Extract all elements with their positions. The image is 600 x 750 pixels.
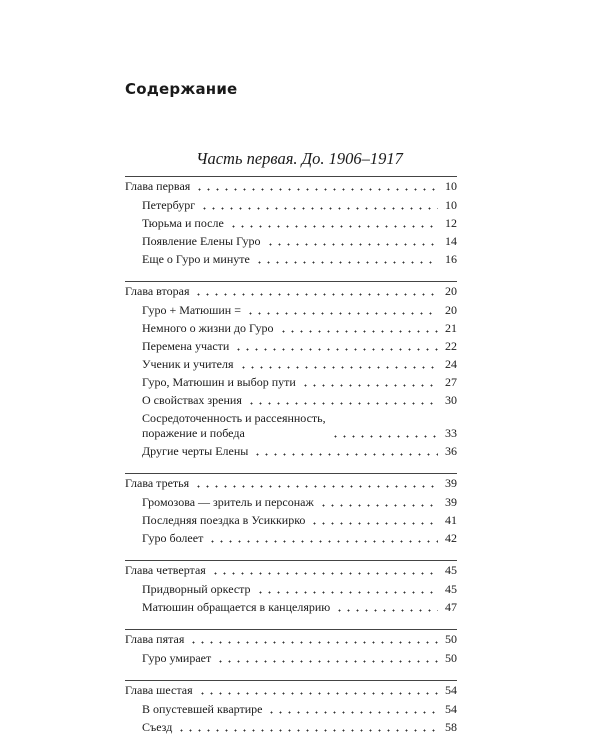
dot-leader <box>234 348 438 351</box>
dot-leader <box>319 504 438 507</box>
toc-chapter-entry[interactable] <box>125 179 457 194</box>
page-number: 54 <box>445 683 457 697</box>
dot-leader <box>194 485 438 488</box>
dot-leader <box>189 641 438 644</box>
toc-section-entry[interactable] <box>125 216 457 231</box>
page-number: 45 <box>445 563 457 577</box>
dot-leader <box>246 312 438 315</box>
page-number: 10 <box>445 198 457 212</box>
toc-chapter-entry[interactable] <box>125 476 457 491</box>
page-number: 50 <box>445 632 457 646</box>
section-title: Ученик и учителя <box>142 357 234 371</box>
dot-leader <box>267 711 438 714</box>
toc-section-entry[interactable] <box>125 720 457 735</box>
toc-section-entry[interactable] <box>125 582 457 597</box>
section-title: Сосредоточенность и рассеянность, поражение и победа <box>142 411 326 440</box>
dot-leader <box>216 660 438 663</box>
toc-section-entry[interactable] <box>125 702 457 717</box>
page-title: Содержание <box>125 80 238 98</box>
page-number: 24 <box>445 357 457 371</box>
dot-leader <box>256 591 438 594</box>
page-number: 10 <box>445 179 457 193</box>
toc-section-entry[interactable] <box>125 234 457 249</box>
page-number: 36 <box>445 444 457 458</box>
page-number: 30 <box>445 393 457 407</box>
page-number: 20 <box>445 303 457 317</box>
toc-section-entry[interactable] <box>125 375 457 390</box>
dot-leader <box>335 609 438 612</box>
toc-section-entry[interactable] <box>125 600 457 615</box>
dot-leader <box>177 729 438 732</box>
toc-chapter-entry[interactable] <box>125 683 457 698</box>
dot-leader <box>253 453 438 456</box>
page-number: 21 <box>445 321 457 335</box>
section-title: Придворный оркестр <box>142 582 251 596</box>
section-title: Съезд <box>142 720 173 734</box>
page-number: 58 <box>445 720 457 734</box>
section-title: Тюрьма и после <box>142 216 224 230</box>
toc-section-entry[interactable] <box>125 303 457 318</box>
dot-leader <box>229 225 438 228</box>
chapter-block <box>125 176 457 267</box>
section-title: Последняя поездка в Усиккирко <box>142 513 306 527</box>
dot-leader <box>310 522 438 525</box>
chapter-block <box>125 629 457 666</box>
toc-section-entry[interactable] <box>125 393 457 408</box>
table-of-contents <box>125 176 457 749</box>
dot-leader <box>301 384 438 387</box>
page-number: 39 <box>445 476 457 490</box>
toc-section-entry[interactable] <box>125 357 457 372</box>
page-number: 50 <box>445 651 457 665</box>
section-title: Громозова — зритель и персонаж <box>142 495 314 509</box>
toc-section-entry[interactable] <box>125 513 457 528</box>
chapter-title: Глава третья <box>125 476 190 490</box>
dot-leader <box>331 435 438 438</box>
page-number: 33 <box>445 426 457 440</box>
dot-leader <box>208 540 438 543</box>
toc-chapter-entry[interactable] <box>125 284 457 299</box>
page-number: 14 <box>445 234 457 248</box>
toc-section-entry[interactable] <box>125 339 457 354</box>
section-title: Появление Елены Гуро <box>142 234 261 248</box>
chapter-block <box>125 560 457 615</box>
section-title: Петербург <box>142 198 196 212</box>
part-title: Часть первая. До. 1906–1917 <box>196 149 403 168</box>
toc-section-entry[interactable] <box>125 321 457 336</box>
page-number: 42 <box>445 531 457 545</box>
chapter-title: Глава пятая <box>125 632 185 646</box>
dot-leader <box>247 402 438 405</box>
dot-leader <box>279 330 438 333</box>
chapter-title: Глава шестая <box>125 683 193 697</box>
dot-leader <box>195 188 438 191</box>
toc-section-entry[interactable] <box>125 495 457 510</box>
chapter-title: Глава четвертая <box>125 563 206 577</box>
section-title: Другие черты Елены <box>142 444 249 458</box>
dot-leader <box>194 293 438 296</box>
section-title: Еще о Гуро и минуте <box>142 252 250 266</box>
dot-leader <box>266 243 438 246</box>
page-number: 20 <box>445 284 457 298</box>
toc-chapter-entry[interactable] <box>125 632 457 647</box>
dot-leader <box>239 366 439 369</box>
toc-section-entry[interactable] <box>125 411 457 441</box>
dot-leader <box>200 207 438 210</box>
page-number: 22 <box>445 339 457 353</box>
page-number: 16 <box>445 252 457 266</box>
page-number: 45 <box>445 582 457 596</box>
chapter-title: Глава вторая <box>125 284 190 298</box>
page-number: 41 <box>445 513 457 527</box>
toc-section-entry[interactable] <box>125 252 457 267</box>
chapter-block <box>125 281 457 459</box>
page-number: 27 <box>445 375 457 389</box>
section-title: Перемена участи <box>142 339 230 353</box>
section-title: Гуро, Матюшин и выбор пути <box>142 375 296 389</box>
dot-leader <box>211 572 438 575</box>
page-number: 39 <box>445 495 457 509</box>
section-title: Гуро + Матюшин = <box>142 303 241 317</box>
chapter-title: Глава первая <box>125 179 191 193</box>
toc-section-entry[interactable] <box>125 198 457 213</box>
toc-chapter-entry[interactable] <box>125 563 457 578</box>
section-title: Немного о жизни до Гуро <box>142 321 274 335</box>
dot-leader <box>198 692 438 695</box>
page-number: 54 <box>445 702 457 716</box>
dot-leader <box>255 261 438 264</box>
toc-section-entry[interactable] <box>125 531 457 546</box>
section-title: Гуро болеет <box>142 531 204 545</box>
chapter-block <box>125 473 457 546</box>
section-title: Гуро умирает <box>142 651 212 665</box>
page-number: 47 <box>445 600 457 614</box>
section-title: О свойствах зрения <box>142 393 242 407</box>
chapter-block <box>125 680 457 735</box>
section-title: Матюшин обращается в канцелярию <box>142 600 331 614</box>
toc-section-entry[interactable] <box>125 444 457 459</box>
section-title: В опустевшей квартире <box>142 702 263 716</box>
toc-section-entry[interactable] <box>125 651 457 666</box>
page-number: 12 <box>445 216 457 230</box>
